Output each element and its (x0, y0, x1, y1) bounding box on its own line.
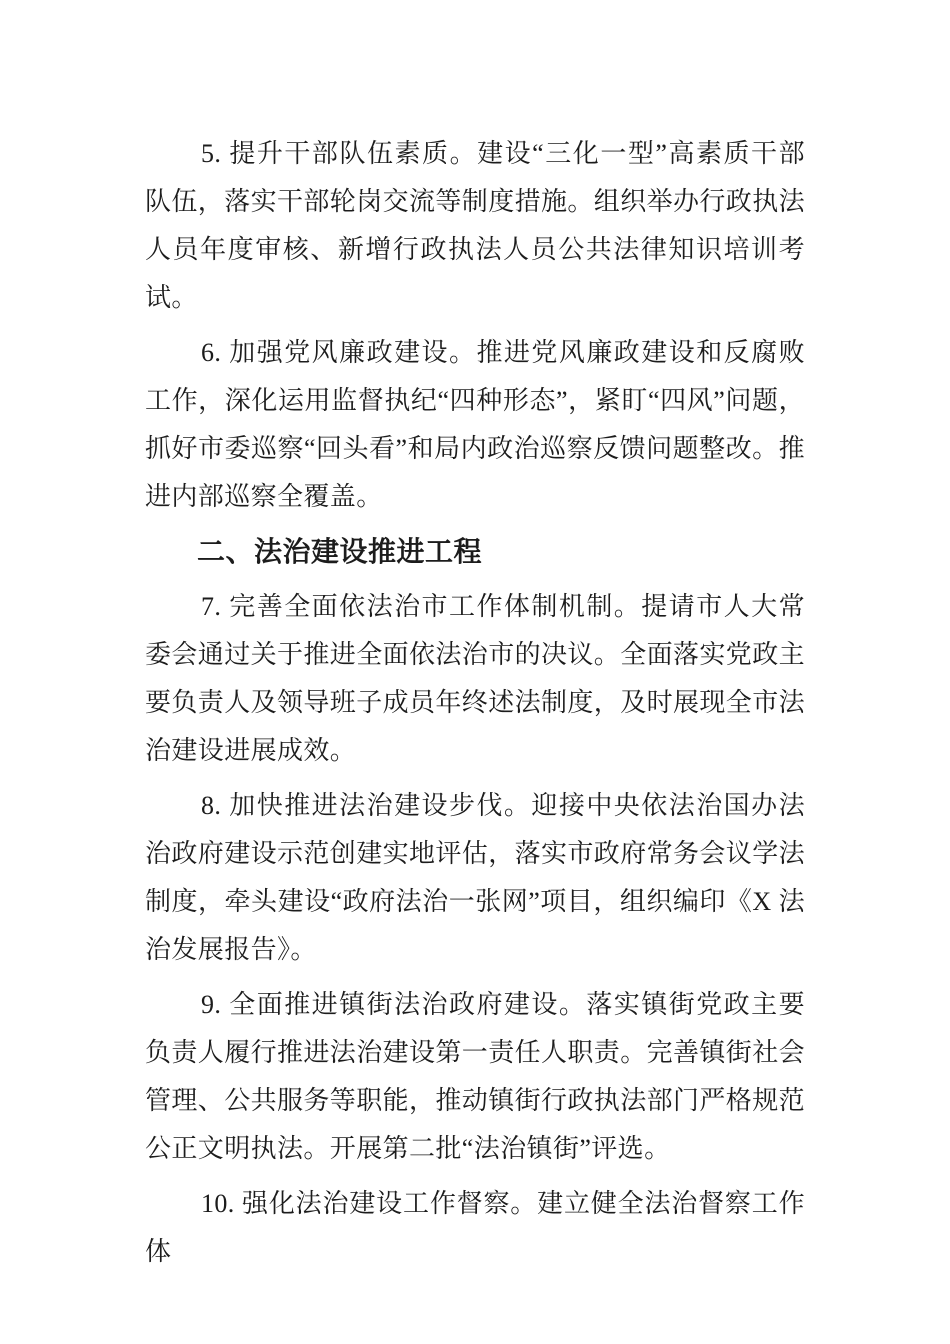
paragraph-item-9: 9. 全面推进镇街法治政府建设。落实镇街党政主要负责人履行推进法治建设第一责任人职责。完善镇街社会管理、公共服务等职能，推动镇街行政执法部门严格规范公正文明执法。开展第二批“法治镇街”评选。 (145, 990, 806, 1163)
paragraph-item-6: 6. 加强党风廉政建设。推进党风廉政建设和反腐败工作，深化运用监督执纪“四种形态”，紧盯“四风”问题，抓好市委巡察“回头看”和局内政治巡察反馈问题整改。推进内部巡察全覆盖。 (145, 338, 805, 511)
paragraph-item-5: 5. 提升干部队伍素质。建设“三化一型”高素质干部队伍，落实干部轮岗交流等制度措施。组织举办行政执法人员年度审核、新增行政执法人员公共法律知识培训考试。 (145, 139, 806, 312)
paragraph-item-10: 10. 强化法治建设工作督察。建立健全法治督察工作体 (145, 1189, 805, 1266)
paragraph-item-7: 7. 完善全面依法治市工作体制机制。提请市人大常委会通过关于推进全面依法治市的决议。全面落实党政主要负责人及领导班子成员年终述法制度，及时展现全市法治建设进展成效。 (145, 592, 806, 765)
section-heading-2: 二、法治建设推进工程 (197, 536, 483, 567)
paragraph-item-8: 8. 加快推进法治建设步伐。迎接中央依法治国办法治政府建设示范创建实地评估，落实市政府常务会议学法制度，牵头建设“政府法治一张网”项目，组织编印《X 法治发展报告》。 (145, 791, 806, 964)
